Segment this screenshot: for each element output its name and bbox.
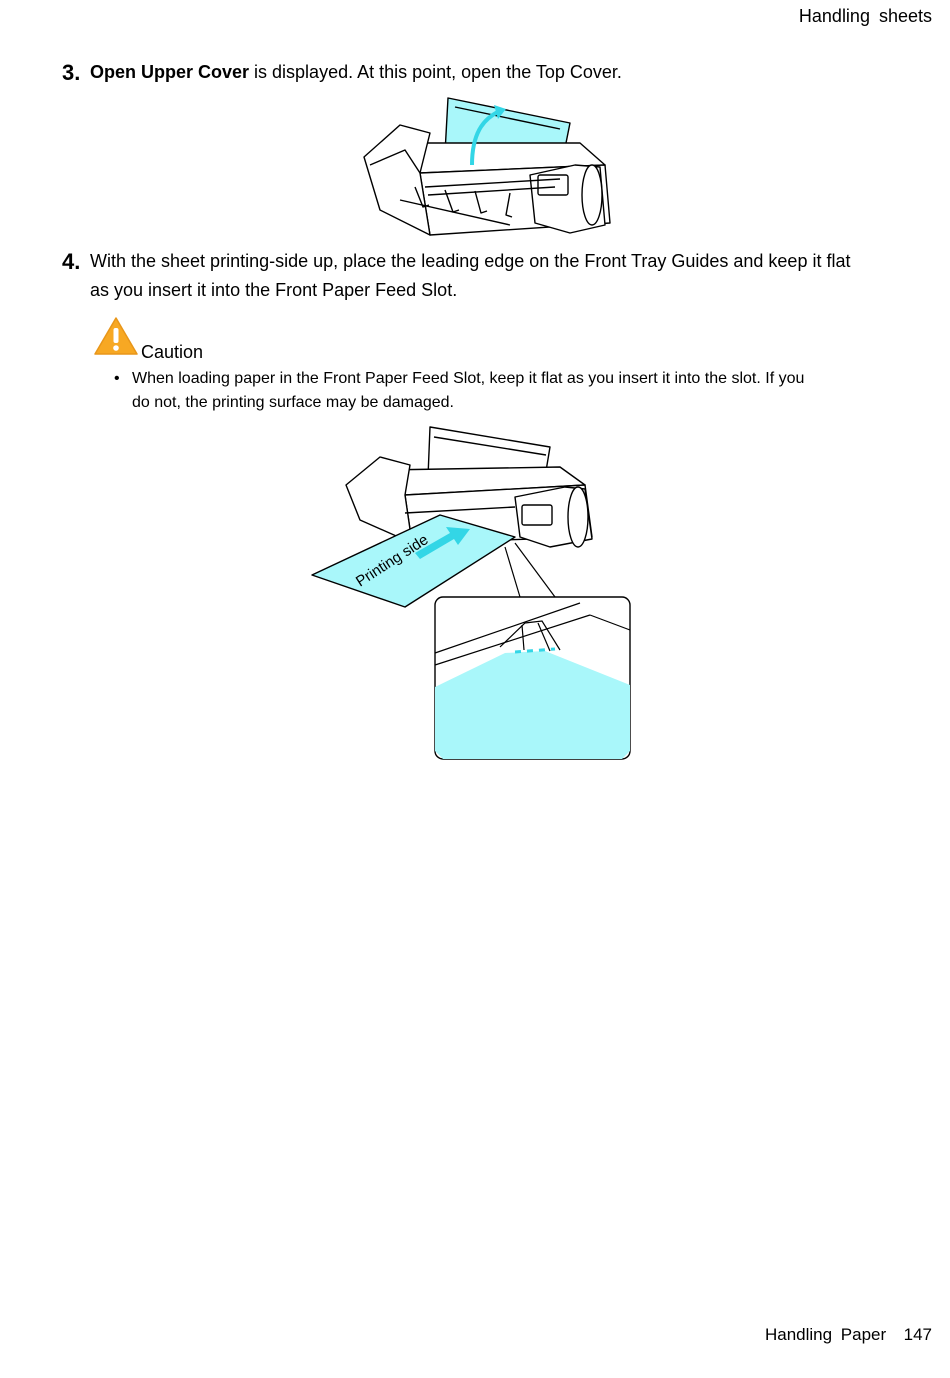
- printer-paper-insert-illustration: [310, 425, 635, 763]
- caution-text-line-1: When loading paper in the Front Paper Feed Slot, keep it flat as you insert it into the slot. If you: [132, 370, 805, 387]
- step-3-instruction: is displayed. At this point, open the Top Cover.: [249, 62, 622, 82]
- caution-label: Caution: [141, 342, 204, 362]
- footer-chapter: Handling Paper: [764, 1325, 887, 1344]
- running-header: Handling sheets: [798, 6, 932, 26]
- printer-top-cover-illustration: [360, 95, 620, 243]
- caution-bullet: •: [114, 370, 120, 387]
- step-3-text: [90, 58, 622, 87]
- step-4-number: 4.: [62, 249, 81, 274]
- step-4-line-2: as you insert it into the Front Paper Feed Slot.: [90, 280, 458, 300]
- caution-icon: [93, 316, 139, 356]
- page-footer: [765, 1325, 932, 1345]
- open-upper-cover-message: Open Upper Cover: [90, 62, 250, 82]
- step-3-number: 3.: [62, 60, 81, 85]
- page-number: 147: [903, 1325, 932, 1344]
- step-4-line-1: With the sheet printing-side up, place the leading edge on the Front Tray Guides and keep it flat: [90, 251, 851, 271]
- caution-text-line-2: do not, the printing surface may be damaged.: [132, 394, 454, 411]
- printing-side-label: Printing side: [352, 531, 432, 591]
